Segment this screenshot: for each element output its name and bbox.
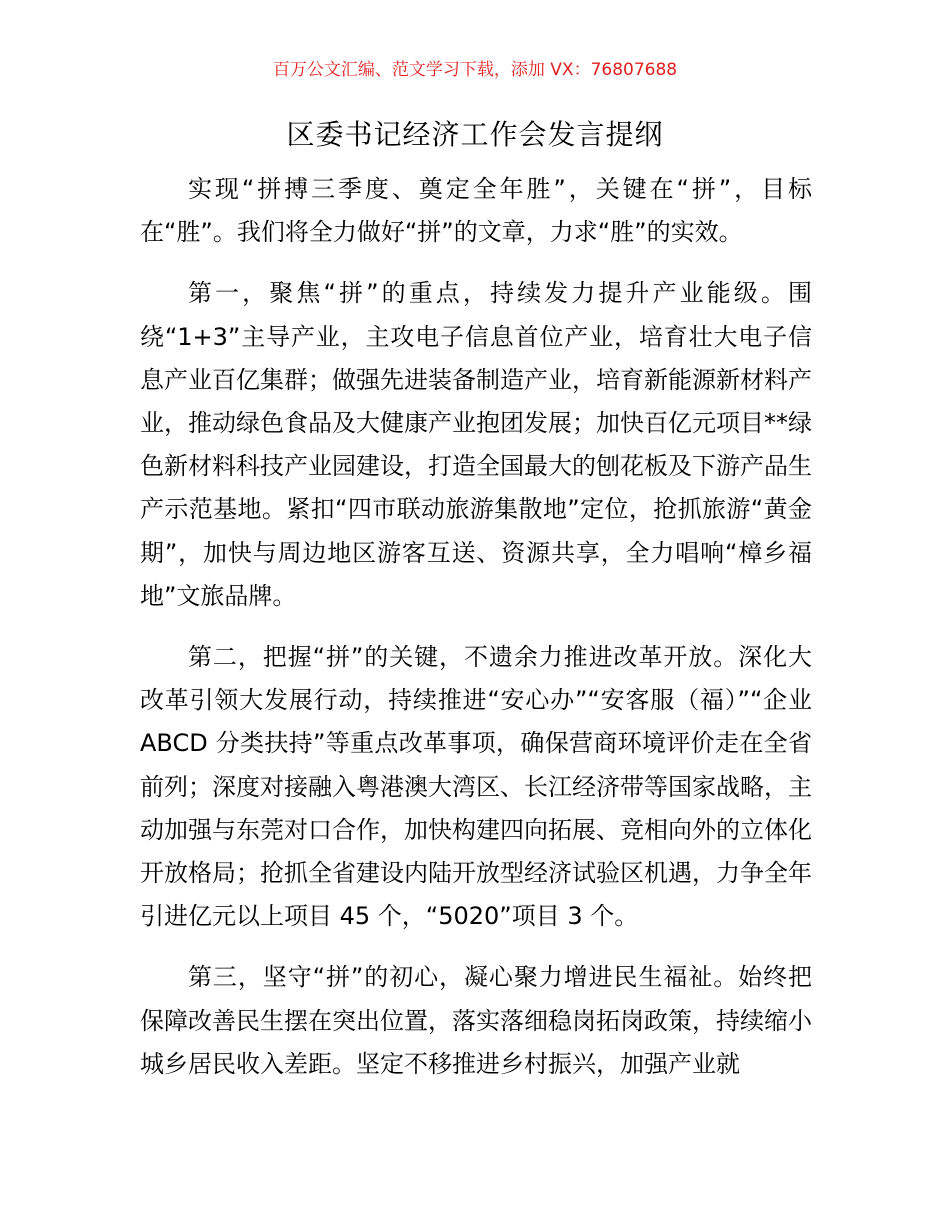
paragraph-second: 第二，把握“拼”的关键，不遗余力推进改革开放。深化大改革引领大发展行动，持续推进“安心办”“安客服（福）”“企业 ABCD 分类扶持”等重点改革事项，确保营商环境评价走在全省前列；深度对接融入粤港澳大湾区、长江经济带等国家战略，主动加强与东莞对口合作，加快构建四向拓展、竞相向外的立体化开放格局；抢抓全省建设内陆开放型经济试验区机遇，力争全年引进亿元以上项目 45 个，“5020”项目 3 个。 <box>140 643 812 931</box>
paragraph-third: 第三，坚守“拼”的初心，凝心聚力增进民生福祉。始终把保障改善民生摆在突出位置，落实落细稳岗拓岗政策，持续缩小城乡居民收入差距。坚定不移推进乡村振兴，加强产业就 <box>140 963 812 1078</box>
paragraph-first: 第一，聚焦“拼”的重点，持续发力提升产业能级。围绕“1+3”主导产业，主攻电子信息首位产业，培育壮大电子信息产业百亿集群；做强先进装备制造产业，培育新能源新材料产业，推动绿色食品及大健康产业抱团发展；加快百亿元项目**绿色新材料科技产业园建设，打造全国最大的刨花板及下游产品生产示范基地。紧扣“四市联动旅游集散地”定位，抢抓旅游“黄金期”，加快与周边地区游客互送、资源共享，全力唱响“樟乡福地”文旅品牌。 <box>140 279 812 610</box>
paragraph-intro: 实现“拼搏三季度、奠定全年胜”，关键在“拼”，目标在“胜”。我们将全力做好“拼”的文章，力求“胜”的实效。 <box>140 175 812 247</box>
page-title: 区委书记经济工作会发言提纲 <box>286 118 664 151</box>
document-body <box>140 168 812 1104</box>
header-banner: 百万公文汇编、范文学习下载，添加 VX：76807688 <box>272 60 678 80</box>
